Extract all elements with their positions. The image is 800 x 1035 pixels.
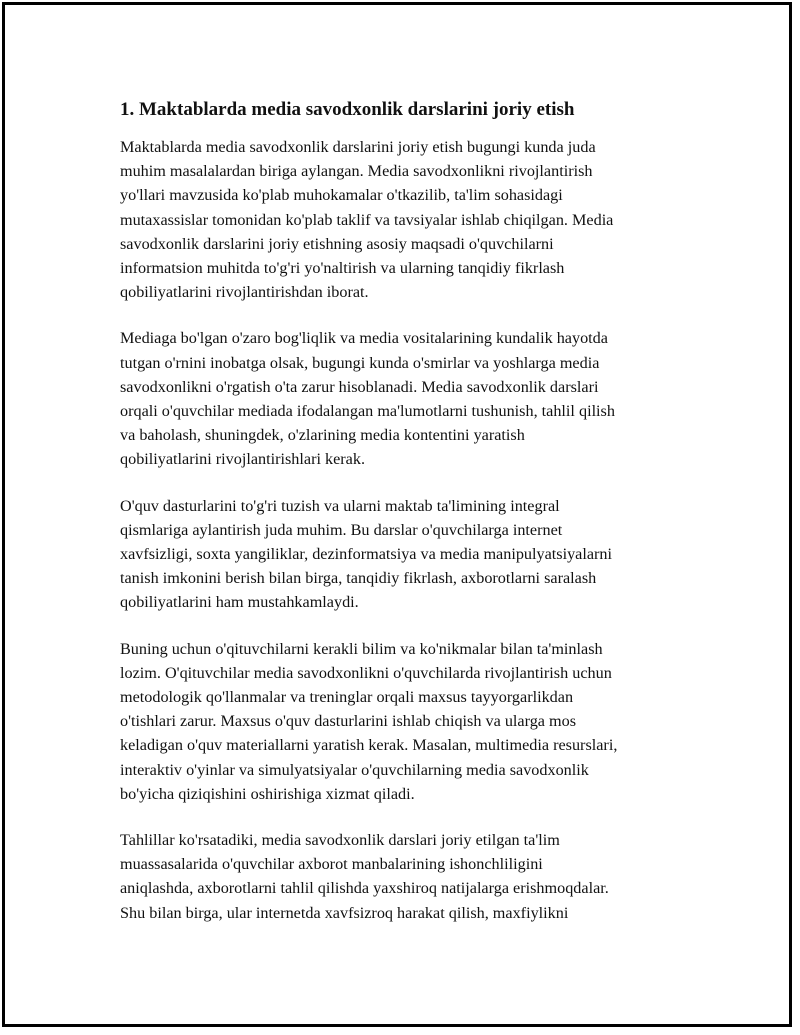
paragraph — [120, 494, 700, 615]
page-frame — [2, 2, 792, 1027]
paragraph-line: yo'llari mavzusida ko'plab muhokamalar o'tkazilib, ta'lim sohasidagi — [120, 186, 563, 205]
paragraph-line: muassasalarida o'quvchilar axborot manbalarining ishonchliligini — [120, 855, 543, 874]
paragraph-line: Mediaga bo'lgan o'zaro bog'liqlik va media vositalarining kundalik hayotda — [120, 329, 608, 348]
paragraph-line: qobiliyatlarini rivojlantirishdan iborat. — [120, 283, 369, 302]
document-body — [120, 97, 700, 947]
paragraph-line: Maktablarda media savodxonlik darslarini joriy etish bugungi kunda juda — [120, 138, 596, 156]
paragraph-line: metodologik qo'llanmalar va treninglar orqali maxsus tayyorgarlikdan — [120, 688, 574, 707]
paragraph — [120, 828, 700, 925]
paragraph-line: O'quv dasturlarini to'g'ri tuzish va ularni maktab ta'limining integral — [120, 496, 560, 515]
paragraph — [120, 135, 700, 304]
paragraph-line: bo'yicha qiziqishini oshirishiga xizmat qiladi. — [120, 784, 415, 803]
paragraph-line: o'tishlari zarur. Maxsus o'quv dasturlarini ishlab chiqish va ularga mos — [120, 712, 577, 731]
paragraph-line: xavfsizligi, soxta yangiliklar, dezinformatsiya va media manipulyatsiyalarni — [120, 545, 613, 564]
paragraph-line: savodxonlik darslarini joriy etishning asosiy maqsadi o'quvchilarni — [120, 234, 554, 253]
paragraph-line: Tahlillar ko'rsatadiki, media savodxonlik darslari joriy etilgan ta'lim — [120, 831, 560, 850]
paragraph-line: muhim masalalardan biriga aylangan. Media savodxonlikni rivojlantirish — [120, 162, 593, 181]
paragraph-line: informatsion muhitda to'g'ri yo'naltirish va ularning tanqidiy fikrlash — [120, 259, 565, 278]
paragraph-line: qobiliyatlarini ham mustahkamlaydi. — [120, 593, 359, 612]
paragraph-line: keladigan o'quv materiallarni yaratish kerak. Masalan, multimedia resurslari, — [120, 736, 618, 755]
paragraph-line: savodxonlikni o'rgatish o'ta zarur hisoblanadi. Media savodxonlik darslari — [120, 377, 599, 396]
paragraph — [120, 637, 700, 806]
section-heading: 1. Maktablarda media savodxonlik darslarini joriy etish — [120, 99, 575, 120]
paragraph — [120, 326, 700, 471]
paragraph-line: tutgan o'rnini inobatga olsak, bugungi kunda o'smirlar va yoshlarga media — [120, 353, 600, 372]
paragraph-line: Shu bilan birga, ular internetda xavfsizroq harakat qilish, maxfiylikni — [120, 903, 569, 922]
paragraph-line: qobiliyatlarini rivojlantirishlari kerak. — [120, 450, 365, 469]
paragraph-line: Buning uchun o'qituvchilarni kerakli bilim va ko'nikmalar bilan ta'minlash — [120, 639, 603, 658]
paragraph-line: interaktiv o'yinlar va simulyatsiyalar o'quvchilarning media savodxonlik — [120, 760, 589, 779]
paragraph-line: lozim. O'qituvchilar media savodxonlikni o'quvchilarda rivojlantirish uchun — [120, 663, 612, 682]
paragraph-line: tanish imkonini berish bilan birga, tanqidiy fikrlash, axborotlarni saralash — [120, 569, 597, 588]
paragraph-line: va baholash, shuningdek, o'zlarining media kontentini yaratish — [120, 426, 525, 445]
paragraph-list — [120, 135, 700, 925]
paragraph-line: qismlariga aylantirish juda muhim. Bu darslar o'quvchilarga internet — [120, 520, 563, 539]
paragraph-line: orqali o'quvchilar mediada ifodalangan ma'lumotlarni tushunish, tahlil qilish — [120, 402, 615, 421]
paragraph-line: mutaxassislar tomonidan ko'plab taklif va tavsiyalar ishlab chiqilgan. Media — [120, 210, 614, 229]
paragraph-line: aniqlashda, axborotlarni tahlil qilishda yaxshiroq natijalarga erishmoqdalar. — [120, 879, 609, 898]
